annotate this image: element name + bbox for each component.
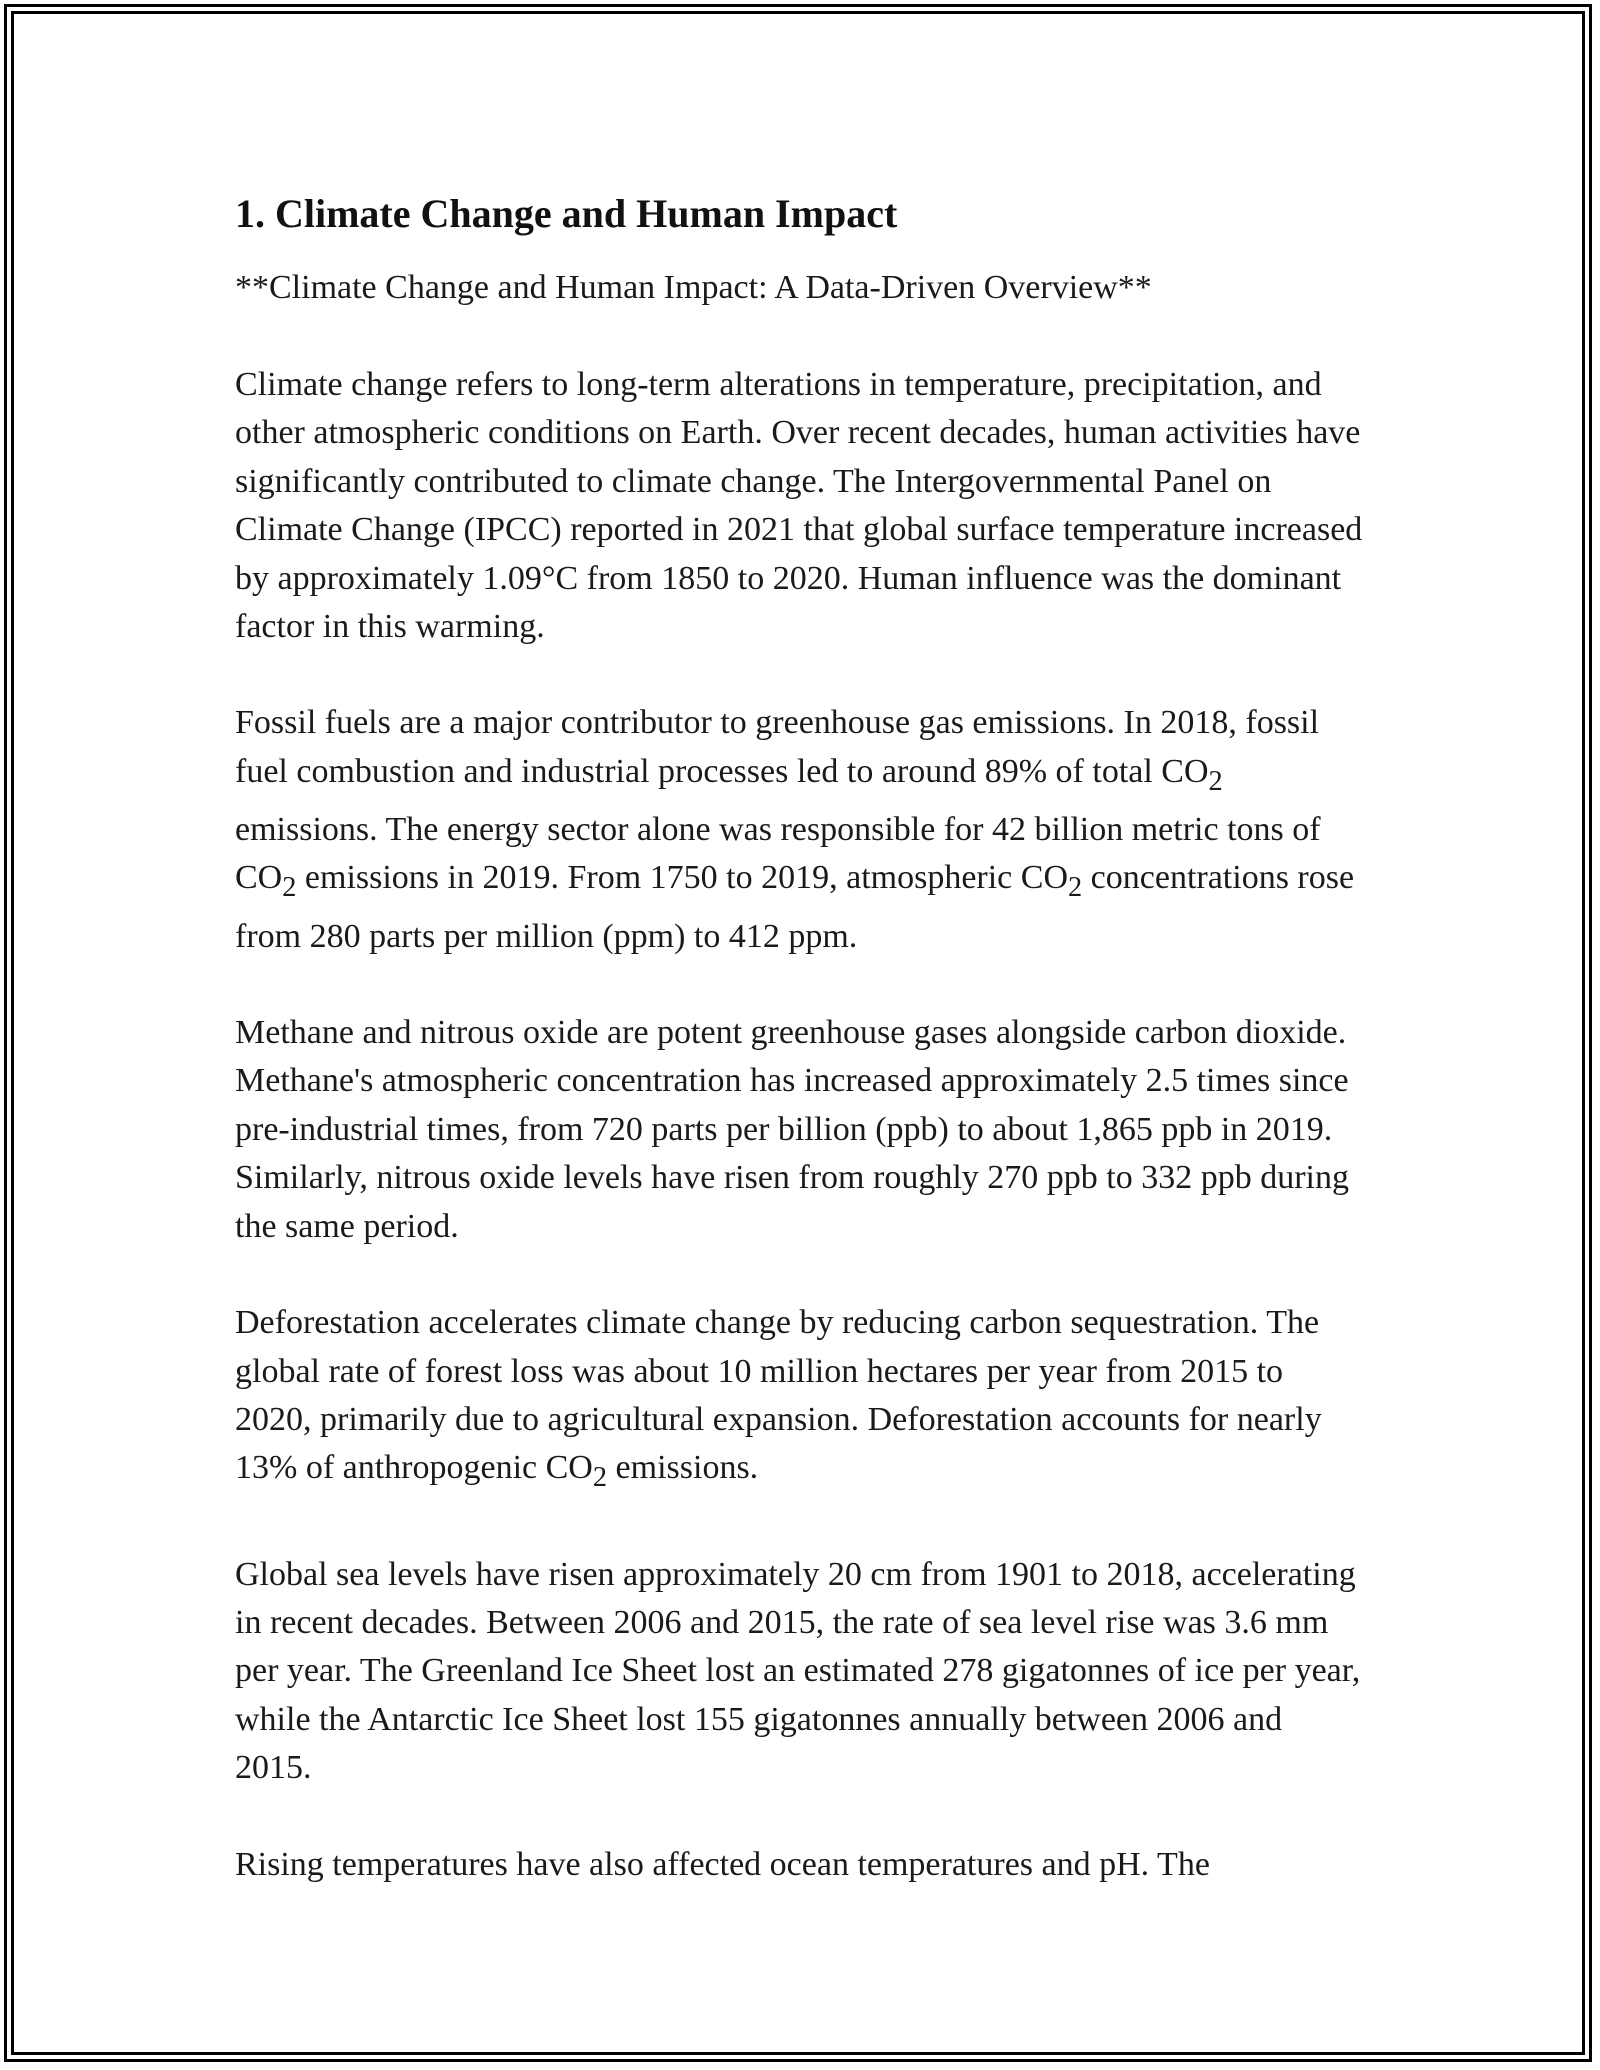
body-paragraph: [235, 1551, 1365, 1793]
paragraph-text: concentrations rose from 280 parts per million (ppm) to 412 ppm.: [235, 859, 1355, 955]
document-subtitle: **Climate Change and Human Impact: A Data-Driven Overview**: [235, 269, 1152, 306]
body-paragraph: [235, 361, 1365, 651]
body-paragraph: [235, 1841, 1365, 1889]
paragraph-text: Methane and nitrous oxide are potent greenhouse gases alongside carbon dioxide. Methane's atmospheric concentration has increased approximately 2.5 times since pre-industrial times, from 720 parts per billion (ppb) to about 1,865 ppb in 2019. Similarly, nitrous oxide levels have risen from roughly 270 ppb to 332 ppb during the same period.: [235, 1014, 1349, 1245]
section-heading: 1. Climate Change and Human Impact: [235, 191, 898, 236]
paragraph-text: emissions.: [607, 1449, 759, 1487]
body-paragraph: [235, 1009, 1365, 1251]
body-paragraph: [235, 699, 1365, 961]
paragraph-text: emissions in 2019. From 1750 to 2019, atmospheric CO: [296, 859, 1068, 897]
paragraph-list: [235, 361, 1365, 1889]
subscript-text: 2: [1068, 872, 1083, 904]
paragraph-text: Global sea levels have risen approximately 20 cm from 1901 to 2018, accelerating in recent decades. Between 2006 and 2015, the rate of sea level rise was 3.6 mm per year. The Greenland Ice Sheet lost an estimated 278 gigatonnes of ice per year, while the Antarctic Ice Sheet lost 155 gigatonnes annually between 2006 and 2015.: [235, 1555, 1361, 1787]
subscript-text: 2: [592, 1462, 608, 1494]
paragraph-text: emissions. The energy sector alone was responsible for 42 billion metric tons of CO: [235, 811, 1321, 897]
paragraph-text: Rising temperatures have also affected ocean temperatures and pH. The: [235, 1845, 1210, 1883]
paragraph-text: Deforestation accelerates climate change by reducing carbon sequestration. The global rate of forest loss was about 10 million hectares per year from 2015 to 2020, primarily due to agricultural expansion. Deforestation accounts for nearly 13% of anthropogenic CO: [235, 1304, 1322, 1487]
document-body: [235, 190, 1365, 1937]
body-paragraph: [235, 1299, 1365, 1502]
subscript-text: 2: [282, 872, 297, 904]
paragraph-text: Climate change refers to long-term alterations in temperature, precipitation, and other atmospheric conditions on Earth. Over recent decades, human activities have significantly contributed to climate change. The Intergovernmental Panel on Climate Change (IPCC) reported in 2021 that global surface temperature increased by approximately 1.09°C from 1850 to 2020. Human influence was the dominant factor in this warming.: [235, 366, 1363, 646]
subscript-text: 2: [1208, 765, 1223, 797]
paragraph-text: Fossil fuels are a major contributor to greenhouse gas emissions. In 2018, fossil fuel combustion and industrial processes led to around 89% of total CO: [235, 704, 1320, 790]
